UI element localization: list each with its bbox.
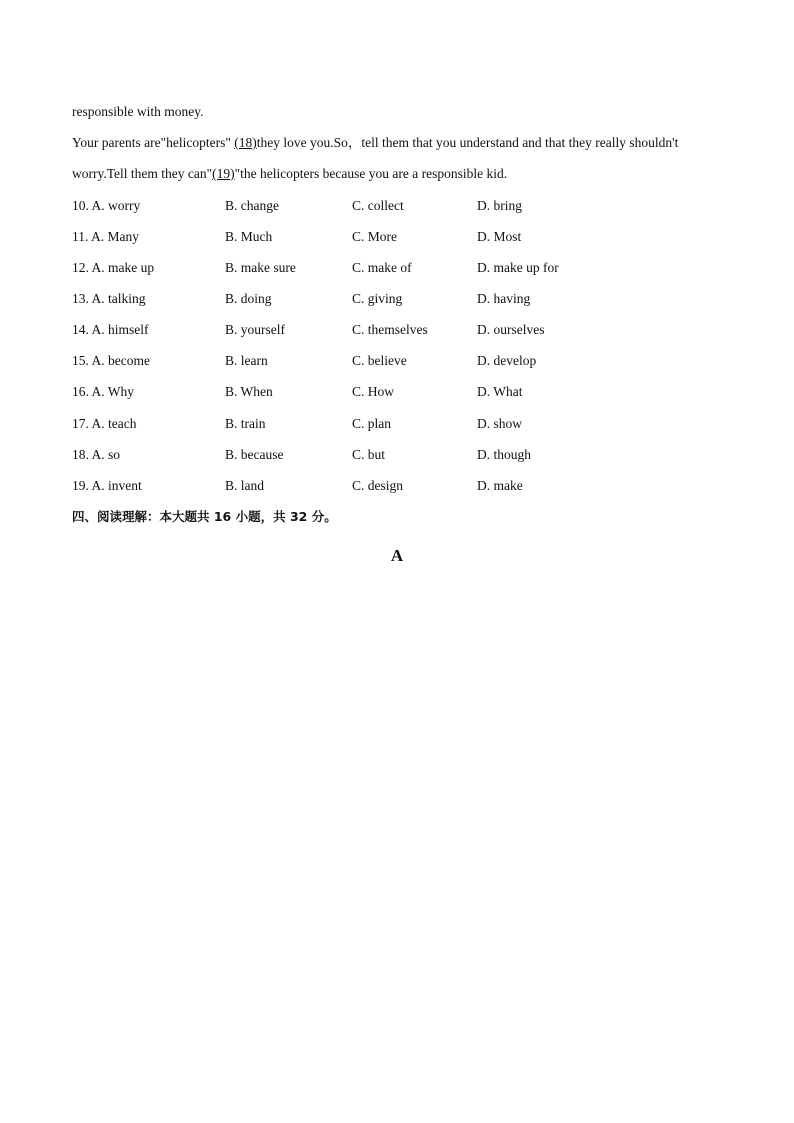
option-d: D. ourselves xyxy=(477,322,545,337)
option-b: B. doing xyxy=(225,291,272,306)
passage-text: "the helicopters because you are a responsible kid. xyxy=(234,166,508,181)
option-c: C. More xyxy=(352,229,397,244)
option-c: C. but xyxy=(352,447,386,462)
section-heading: 四、阅读理解：本大题共 16 小题，共 32 分。 xyxy=(72,509,337,524)
option-d: D. What xyxy=(477,384,523,399)
question-15-options xyxy=(72,353,732,369)
blank-19: (19) xyxy=(212,166,235,181)
option-c: C. design xyxy=(352,478,404,493)
question-12-options xyxy=(72,260,732,276)
question-19-options xyxy=(72,478,732,494)
passage-line-1 xyxy=(72,104,203,120)
option-a: 17. A. teach xyxy=(72,416,137,431)
question-14-options xyxy=(72,322,732,338)
question-10-options xyxy=(72,198,732,214)
question-18-options xyxy=(72,447,732,463)
option-d: D. show xyxy=(477,416,523,431)
question-11-options xyxy=(72,229,732,245)
option-d: D. make xyxy=(477,478,523,493)
option-a: 10. A. worry xyxy=(72,198,141,213)
passage-text: they love you.So，tell them that you understand and that they really shouldn't xyxy=(256,135,679,150)
option-b: B. because xyxy=(225,447,284,462)
passage-text: responsible with money. xyxy=(72,104,204,119)
option-b: B. Much xyxy=(225,229,273,244)
question-13-options xyxy=(72,291,732,307)
option-c: C. believe xyxy=(352,353,407,368)
option-a: 14. A. himself xyxy=(72,322,149,337)
option-a: 13. A. talking xyxy=(72,291,146,306)
option-a: 15. A. become xyxy=(72,353,150,368)
option-d: D. having xyxy=(477,291,531,306)
passage-line-2 xyxy=(72,135,678,151)
option-c: C. collect xyxy=(352,198,404,213)
passage-text: Your parents are"helicopters" xyxy=(72,135,235,150)
option-a: 19. A. invent xyxy=(72,478,142,493)
question-16-options xyxy=(72,384,732,400)
option-c: C. How xyxy=(352,384,395,399)
option-b: B. change xyxy=(225,198,279,213)
passage-letter: A xyxy=(390,546,404,565)
option-d: D. make up for xyxy=(477,260,559,275)
option-a: 12. A. make up xyxy=(72,260,155,275)
passage-text: worry.Tell them they can" xyxy=(72,166,213,181)
option-d: D. bring xyxy=(477,198,522,213)
option-c: C. plan xyxy=(352,416,391,431)
option-b: B. When xyxy=(225,384,273,399)
option-b: B. yourself xyxy=(225,322,285,337)
option-c: C. make of xyxy=(352,260,412,275)
option-b: B. train xyxy=(225,416,266,431)
passage-line-3 xyxy=(72,166,507,182)
option-b: B. make sure xyxy=(225,260,296,275)
option-d: D. though xyxy=(477,447,531,462)
question-17-options xyxy=(72,416,732,432)
option-c: C. themselves xyxy=(352,322,428,337)
option-b: B. learn xyxy=(225,353,268,368)
option-b: B. land xyxy=(225,478,264,493)
option-a: 16. A. Why xyxy=(72,384,135,399)
option-d: D. Most xyxy=(477,229,522,244)
option-c: C. giving xyxy=(352,291,403,306)
option-a: 11. A. Many xyxy=(72,229,139,244)
blank-18: (18) xyxy=(234,135,257,150)
option-a: 18. A. so xyxy=(72,447,121,462)
option-d: D. develop xyxy=(477,353,537,368)
